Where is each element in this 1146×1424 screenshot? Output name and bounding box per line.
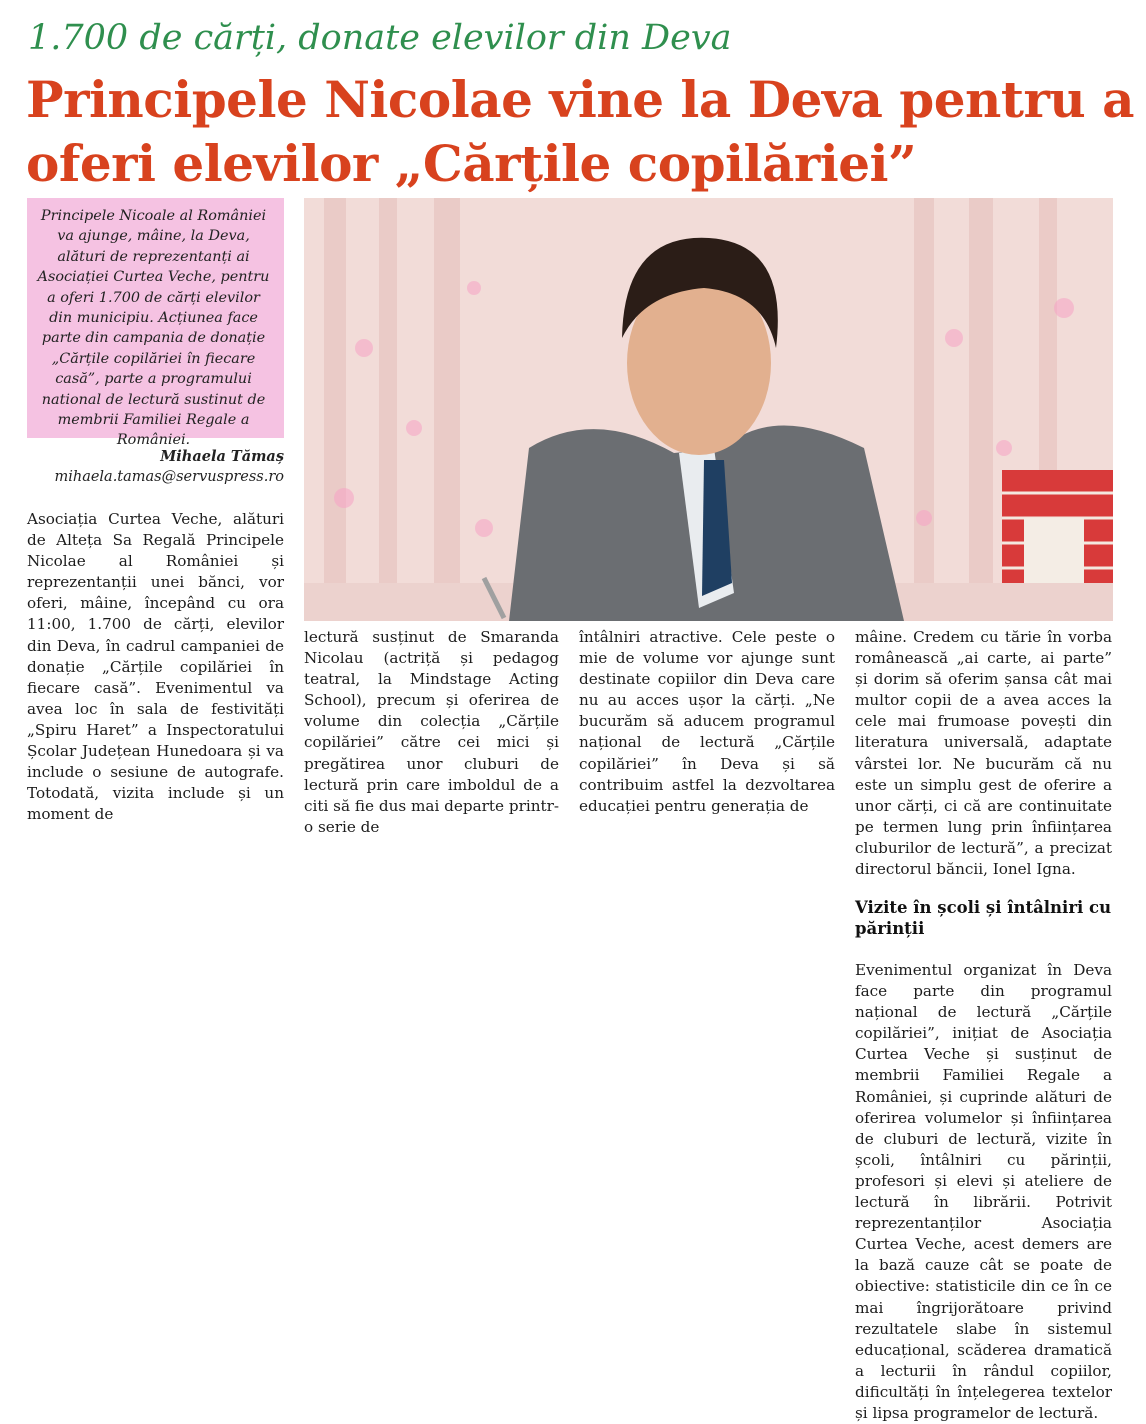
article-headline: Principele Nicolae vine la Deva pentru a oferi elevilor „Cărțile copilăriei” bbox=[26, 70, 1134, 193]
section-subheading: Vizite în școli și întâlniri cu părinții bbox=[855, 898, 1112, 938]
article-column-1: Asociația Curtea Veche, alături de Alteța Sa Regală Principele Nicolae al României și reprezentanții unei bănci, vor oferi, mâine, începând cu ora 11:00, 1.700 de cărți, elevilor din Deva, în cadrul campaniei de donație „Cărțile copilăriei în fiecare casă”. Evenimentul va avea loc în sala de festivități „Spiru Haret” a Inspectoratului Școlar Județean Hunedoara și va include o sesiune de autografe. Totodată, vizita include și un moment de bbox=[27, 510, 284, 824]
article-column-4: mâine. Credem cu tărie în vorba românească „ai carte, ai parte” și dorim să oferim șansa cât mai multor copii de a avea acces la cele mai frumoase povești din literatura universală, adaptate vârstei lor. Ne bucurăm că nu este un simplu gest de oferire a unor cărți, ci că are continuitate pe termen lung prin înființarea cluburilor de lectură”, a precizat directorul băncii, Ionel Igna. bbox=[855, 628, 1112, 879]
article-column-3: întâlniri atractive. Cele peste o mie de volume vor ajunge sunt destinate copiilor din Deva care nu au acces ușor la cărți. „Ne bucurăm să aducem programul național de lectură „Cărțile copilăriei” în Deva și să contribuim astfel la dezvoltarea educației pentru generația de bbox=[579, 628, 835, 815]
article-column-5: Evenimentul organizat în Deva face parte din programul național de lectură „Cărțile copilăriei”, inițiat de Asociația Curtea Veche și susținut de membrii Familiei Regale a României, și cuprinde alături de oferirea volumelor și înființarea de cluburi de lectură, vizite în școli, întâlniri cu părinții, profesori și elevi și ateliere de lectură în librării. Potrivit reprezentanților Asociația Curtea Veche, acest demers are la bază cauze cât se poate de obiective: statisticile din ce în ce mai îngrijorătoare privind rezultatele slabe în sistemul educațional, scăderea dramatică a lecturii în rândul copiilor, dificultăți în înțelegerea textelor și lipsa programelor de lectură. bbox=[855, 961, 1112, 1422]
lead-box: Principele Nicoale al României va ajunge, mâine, la Deva, alături de reprezentanți ai Asociației Curtea Veche, pentru a oferi 1.700 de cărți elevilor din municipiu. Acțiunea face parte din campania de donație „Cărțile copilăriei în fiecare casă”, parte a programului national de lectură sustinut de membrii Familiei Regale a României. bbox=[27, 198, 284, 438]
byline bbox=[27, 446, 284, 488]
author-name: Mihaela Tămaș bbox=[160, 448, 284, 465]
article-kicker: 1.700 de cărți, donate elevilor din Deva bbox=[28, 18, 732, 58]
author-email: mihaela.tamas@servuspress.ro bbox=[54, 469, 284, 485]
article-photo bbox=[304, 198, 1113, 621]
article-column-2: lectură susținut de Smaranda Nicolau (actriță și pedagog teatral, la Mindstage Acting School), precum și oferirea de volume din colecția „Cărțile copilăriei” către cei mici și pregătirea unor cluburi de lectură prin care imboldul de a citi să fie dus mai departe printr-o serie de bbox=[304, 628, 559, 836]
photo-illustration bbox=[304, 198, 1113, 621]
